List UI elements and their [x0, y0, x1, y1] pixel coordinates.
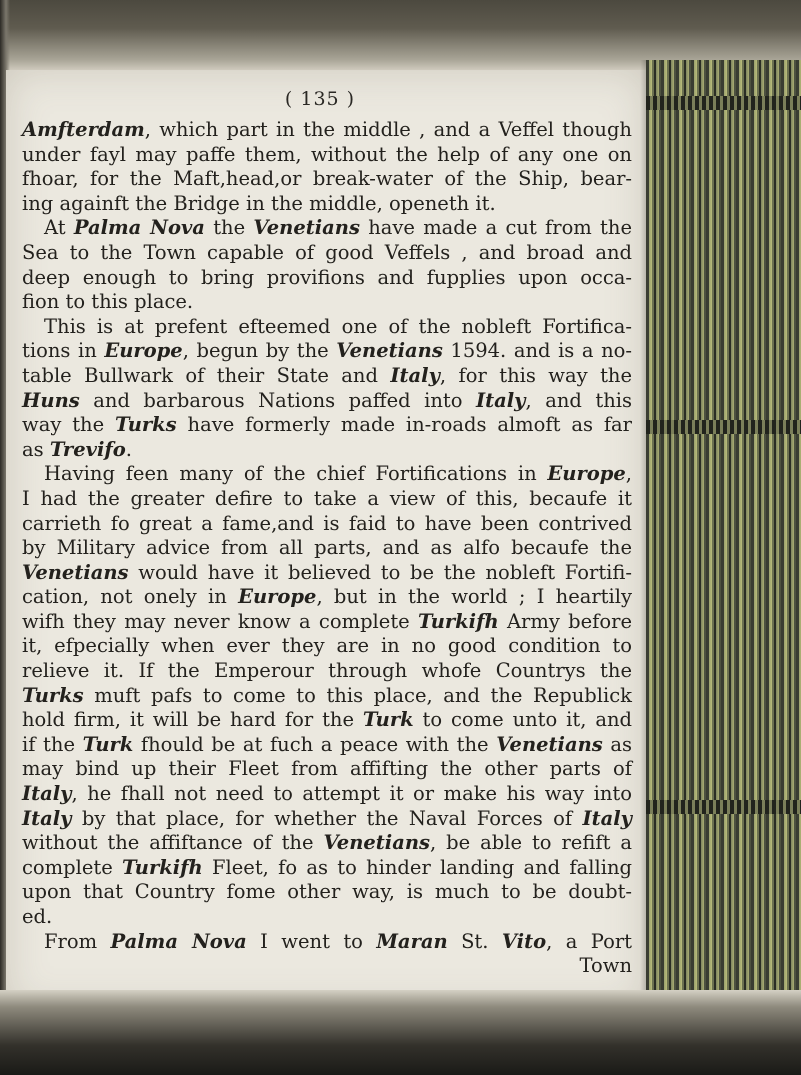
italic-term: Turk	[362, 708, 414, 732]
text-line	[22, 315, 632, 340]
text-line	[22, 708, 632, 733]
text-run: , which part in the middle , and a Veffel though	[144, 118, 632, 141]
text-line	[22, 364, 632, 389]
text-run: by that place, for whether the Naval Forces of	[71, 806, 583, 830]
italic-term: Italy	[582, 806, 632, 830]
text-run: ed.	[22, 905, 53, 928]
text-run: upon that Country fome other way, is much to be doubt-	[22, 880, 632, 904]
italic-term: Amfterdam	[22, 118, 145, 141]
italic-term: Italy	[22, 782, 72, 806]
text-run: .	[125, 437, 132, 461]
italic-term: Turks	[22, 683, 84, 707]
text-run: , for this way the	[439, 363, 633, 387]
text-line	[22, 610, 632, 635]
text-line	[22, 118, 632, 143]
text-line	[22, 167, 632, 192]
body-text	[22, 118, 632, 979]
text-run: table Bullwark of their State and	[22, 363, 391, 387]
text-run: At	[44, 216, 74, 240]
text-line	[22, 757, 632, 782]
text-run: I went to	[246, 929, 377, 953]
italic-term: Venetians	[253, 216, 360, 240]
text-run: Town	[579, 954, 632, 978]
text-run: , he fhall not need to attempt it or make his way into	[71, 782, 632, 806]
text-run: wifh they may never know a complete	[22, 609, 418, 633]
text-line	[22, 954, 632, 979]
text-run: it, efpecially when ever they are in no good condition to	[22, 634, 632, 658]
italic-term: Trevifo	[49, 437, 126, 461]
text-run: , begun by the	[182, 339, 337, 363]
text-line	[22, 659, 632, 684]
text-line	[22, 290, 632, 315]
italic-term: Vito	[501, 929, 547, 953]
text-line	[22, 634, 632, 659]
italic-term: Venetians	[323, 831, 430, 855]
text-line	[22, 905, 632, 930]
italic-term: Venetians	[496, 732, 603, 756]
text-run: would have it believed to be the nobleft Fortifi-	[128, 560, 632, 584]
italic-term: Turkifh	[418, 609, 499, 633]
text-line	[22, 216, 632, 241]
text-run: relieve it. If the Emperour through whofe Countrys the	[22, 659, 632, 683]
spine-band	[646, 96, 801, 110]
text-run: hold firm, it will be hard for the	[22, 708, 363, 732]
text-run: by Military advice from all parts, and as alfo becaufe the	[22, 536, 632, 560]
scan-border-bottom	[0, 990, 801, 1075]
text-run: ,	[625, 462, 632, 486]
text-run: under fayl may paffe them, without the help of any one on	[22, 142, 632, 166]
text-run: I had the greater defire to take a view of this, becaufe it	[22, 486, 632, 510]
text-run: tions in	[22, 339, 105, 363]
text-run: as	[22, 437, 50, 461]
text-run: St.	[447, 929, 502, 953]
text-line	[22, 561, 632, 586]
text-line	[22, 585, 632, 610]
text-line	[22, 733, 632, 758]
text-line	[22, 487, 632, 512]
italic-term: Palma Nova	[73, 216, 205, 240]
spine-band	[646, 800, 801, 814]
text-run: to come unto it, and	[413, 708, 632, 732]
text-run: , and this	[525, 388, 632, 412]
italic-term: Europe	[547, 462, 626, 486]
text-run: as	[602, 732, 632, 756]
text-run: fhoar, for the Maft,head,or break-water of the Ship, bear-	[22, 167, 632, 191]
text-line	[22, 438, 632, 463]
italic-term: Italy	[390, 363, 440, 387]
text-run: , but in the world ; I heartily	[316, 585, 633, 609]
text-line	[22, 389, 632, 414]
text-line	[22, 930, 632, 955]
text-run: cation, not onely in	[22, 585, 239, 609]
text-run: fion to this place.	[22, 290, 194, 314]
text-line	[22, 782, 632, 807]
text-run: the	[204, 216, 254, 240]
italic-term: Italy	[22, 806, 72, 830]
text-line	[22, 684, 632, 709]
text-run: way the	[22, 413, 115, 437]
text-line	[22, 462, 632, 487]
text-line	[22, 241, 632, 266]
text-run: 1594. and is a no-	[442, 339, 632, 363]
text-line	[22, 192, 632, 217]
italic-term: Turkifh	[122, 855, 203, 879]
text-line	[22, 339, 632, 364]
text-run: carrieth fo great a fame,and is faid to have been contrived	[22, 511, 632, 535]
italic-term: Turks	[115, 413, 177, 437]
text-line	[22, 512, 632, 537]
text-run: fhould be at fuch a peace with the	[133, 732, 497, 756]
italic-term: Italy	[475, 388, 526, 412]
text-run: deep enough to bring provifions and fupplies upon occa-	[22, 265, 632, 289]
text-run: and barbarous Nations paffed into	[79, 388, 476, 412]
italic-term: Europe	[104, 339, 183, 363]
italic-term: Venetians	[22, 560, 129, 584]
text-line	[22, 807, 632, 832]
italic-term: Palma Nova	[110, 929, 247, 953]
italic-term: Venetians	[336, 339, 443, 363]
text-run: have made a cut from the	[359, 216, 632, 240]
text-run: , a Port	[546, 929, 632, 953]
spine-band	[646, 420, 801, 434]
text-line	[22, 536, 632, 561]
text-run: This is at prefent efteemed one of the nobleft Fortifica-	[44, 314, 632, 338]
text-line	[22, 143, 632, 168]
text-run: ing againft the Bridge in the middle, openeth it.	[22, 191, 496, 215]
text-line	[22, 831, 632, 856]
italic-term: Huns	[22, 388, 80, 412]
text-line	[22, 413, 632, 438]
text-line	[22, 856, 632, 881]
italic-term: Maran	[376, 929, 448, 953]
text-run: if the	[22, 732, 83, 756]
italic-term: Europe	[238, 585, 317, 609]
book-spine-edge	[646, 60, 801, 1020]
text-line	[22, 266, 632, 291]
text-run: , be able to refift a	[430, 831, 632, 855]
text-run: without the affiftance of the	[22, 831, 324, 855]
text-run: Army before	[498, 609, 632, 633]
page-number: ( 135 )	[284, 88, 356, 110]
text-run: Sea to the Town capable of good Veffels , and broad and	[22, 240, 632, 264]
text-run: may bind up their Fleet from affifting the other parts of	[22, 757, 632, 781]
italic-term: Turk	[82, 732, 134, 756]
text-run: From	[44, 929, 111, 953]
text-run: complete	[22, 855, 123, 879]
text-run: muft pafs to come to this place, and the Republick	[83, 683, 632, 707]
text-run: Fleet, fo as to hinder landing and falling	[202, 855, 632, 879]
text-run: Having feen many of the chief Fortifications in	[44, 462, 548, 486]
text-line	[22, 880, 632, 905]
text-run: have formerly made in-roads almoft as far	[176, 413, 632, 437]
